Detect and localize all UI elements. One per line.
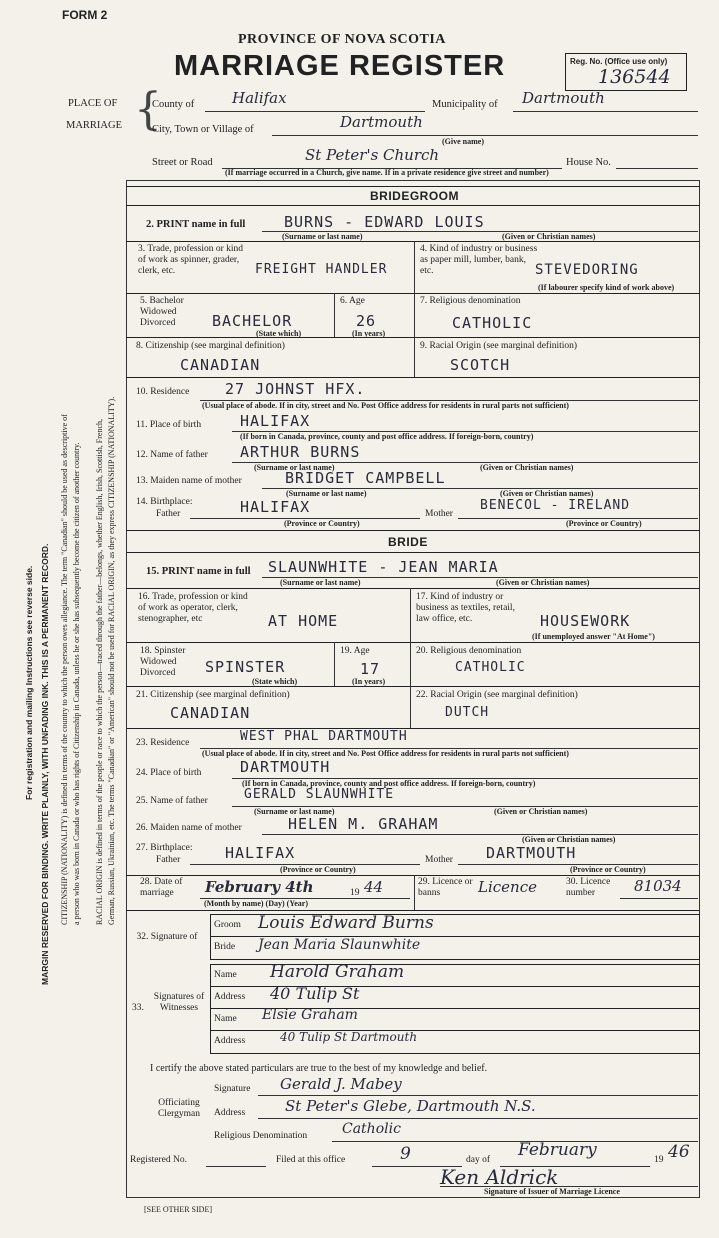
f30-label: 30. Licence number bbox=[566, 877, 611, 898]
groom-residence-caption: (Usual place of abode. If in city, street and No. Post Office address for residents in rural parts not sufficient) bbox=[202, 401, 569, 410]
groom-residence-value: 27 JOHNST HFX. bbox=[225, 380, 366, 398]
groom-citizenship-value: CANADIAN bbox=[180, 356, 261, 374]
bride-signature: Jean Maria Slaunwhite bbox=[258, 937, 421, 953]
reg-no-value: 136544 bbox=[598, 66, 671, 88]
groom-word: Groom bbox=[214, 920, 241, 930]
f13-label: 13. Maiden name of mother bbox=[136, 476, 242, 486]
place-note: (If marriage occurred in a Church, give name. If in a private residence give street and number) bbox=[225, 168, 549, 177]
day-of-label: day of bbox=[466, 1155, 491, 1165]
bride-mother-value: HELEN M. GRAHAM bbox=[288, 815, 439, 833]
issuer-caption: Signature of Issuer of Marriage Licence bbox=[484, 1187, 620, 1196]
bride-religion-value: CATHOLIC bbox=[455, 660, 526, 675]
margin-instructions: For registration and mailing Instructions see reverse side. bbox=[24, 565, 34, 800]
municipality-value: Dartmouth bbox=[522, 89, 605, 107]
margin-racial-1: RACIAL ORIGIN is defined in terms of the people or race to which the person—traced through the father—belongs, whether English, Irish, Scottish, French, bbox=[95, 418, 104, 925]
f28-label: 28. Date of marriage bbox=[140, 877, 183, 898]
groom-origin-value: SCOTCH bbox=[450, 356, 511, 374]
f19-label: 19. Age bbox=[340, 646, 370, 656]
groom-birthplace-value: HALIFAX bbox=[240, 412, 311, 430]
w1-address-word: Address bbox=[214, 992, 246, 1002]
f7-label: 7. Religious denomination bbox=[420, 296, 521, 306]
groom-name-value: BURNS - EDWARD LOUIS bbox=[284, 213, 485, 231]
groom-mother-value: BRIDGET CAMPBELL bbox=[285, 469, 446, 487]
reg-no-label: Reg. No. (Office use only) bbox=[570, 57, 668, 66]
f27-mother-word: Mother bbox=[425, 855, 453, 865]
f22-label: 22. Racial Origin (see marginal definition) bbox=[416, 690, 578, 700]
f11-label: 11. Place of birth bbox=[136, 420, 202, 430]
bride-given-caption: (Given or Christian names) bbox=[496, 578, 590, 587]
f27-label: 27. Birthplace: bbox=[136, 843, 193, 853]
registered-no-label: Registered No. bbox=[130, 1155, 187, 1165]
marriage-date-caption: (Month by name) (Day) (Year) bbox=[204, 899, 308, 908]
f10-label: 10. Residence bbox=[136, 387, 190, 397]
f29-label: 29. Licence or banns bbox=[418, 877, 473, 898]
bride-father-surname-caption: (Surname or last name) bbox=[254, 807, 335, 816]
licence-number-value: 81034 bbox=[634, 877, 682, 895]
house-label: House No. bbox=[566, 157, 611, 168]
marriage-label: MARRIAGE bbox=[66, 120, 123, 131]
f21-label: 21. Citizenship (see marginal definition) bbox=[136, 690, 290, 700]
groom-status-value: BACHELOR bbox=[212, 312, 293, 330]
bride-mother-bp-value: DARTMOUTH bbox=[486, 844, 577, 862]
groom-father-bp-value: HALIFAX bbox=[240, 498, 311, 516]
filed-label: Filed at this office bbox=[276, 1155, 346, 1165]
bride-residence-caption: (Usual place of abode. If in city, street and No. Post Office address for residents in rural parts not sufficient) bbox=[202, 749, 569, 758]
clergy-relig-word: Religious Denomination bbox=[214, 1131, 308, 1141]
licence-value: Licence bbox=[478, 878, 537, 896]
groom-mother-bp-value: BENECOL - IRELAND bbox=[480, 498, 631, 513]
county-label: County of bbox=[152, 99, 195, 110]
groom-signature: Louis Edward Burns bbox=[258, 913, 434, 933]
clergy-address-word: Address bbox=[214, 1108, 246, 1118]
f18-label: 18. Spinster Widowed Divorced bbox=[140, 646, 186, 678]
bridegroom-heading: BRIDEGROOM bbox=[370, 189, 459, 203]
groom-birth-caption: (If born in Canada, province, county and post office address. If foreign-born, country) bbox=[240, 432, 534, 441]
bride-age-value: 17 bbox=[360, 660, 381, 678]
f17-caption: (If unemployed answer "At Home") bbox=[532, 632, 655, 641]
clergy-religion: Catholic bbox=[342, 1121, 401, 1137]
city-label: City, Town or Village of bbox=[152, 124, 254, 135]
bride-citizenship-value: CANADIAN bbox=[170, 704, 251, 722]
filed-year-prefix: 19 bbox=[654, 1155, 664, 1165]
groom-mother-prov-caption: (Province or Country) bbox=[566, 519, 642, 528]
f17-label: 17. Kind of industry or business as textiles, retail, law office, etc. bbox=[416, 592, 515, 624]
bride-father-bp-value: HALIFAX bbox=[225, 844, 296, 862]
f16-label: 16. Trade, profession or kind of work as operator, clerk, stenographer, etc bbox=[138, 592, 248, 624]
place-brace: { bbox=[134, 84, 162, 135]
bride-father-given-caption: (Given or Christian names) bbox=[494, 807, 588, 816]
groom-mother-given-caption: (Given or Christian names) bbox=[500, 489, 594, 498]
groom-father-prov-caption: (Province or Country) bbox=[284, 519, 360, 528]
groom-age-value: 26 bbox=[356, 312, 377, 330]
groom-surname-caption: (Surname or last name) bbox=[282, 232, 363, 241]
issuer-signature: Ken Aldrick bbox=[440, 1165, 559, 1189]
bride-heading: BRIDE bbox=[388, 535, 428, 549]
f4-caption: (If labourer specify kind of work above) bbox=[538, 283, 675, 292]
w1-address-signature: 40 Tulip St bbox=[270, 984, 360, 1003]
certify-statement: I certify the above stated particulars are true to the best of my knowledge and belief. bbox=[150, 1063, 488, 1074]
w2-address-word: Address bbox=[214, 1036, 246, 1046]
w1-name-word: Name bbox=[214, 970, 237, 980]
place-of-label: PLACE OF bbox=[68, 98, 118, 109]
bride-residence-value: WEST PHAL DARTMOUTH bbox=[240, 729, 408, 744]
bride-origin-value: DUTCH bbox=[445, 705, 490, 720]
province-title: PROVINCE OF NOVA SCOTIA bbox=[238, 32, 446, 47]
f14-father-word: Father bbox=[156, 509, 181, 519]
groom-father-value: ARTHUR BURNS bbox=[240, 443, 361, 461]
f4-label: 4. Kind of industry or business as paper mill, lumber, bank, etc. bbox=[420, 244, 538, 276]
bride-name-value: SLAUNWHITE - JEAN MARIA bbox=[268, 558, 499, 576]
f27-father-word: Father bbox=[156, 855, 181, 865]
f23-label: 23. Residence bbox=[136, 738, 190, 748]
groom-industry-value: STEVEDORING bbox=[535, 262, 639, 278]
groom-father-given-caption: (Given or Christian names) bbox=[480, 463, 574, 472]
w1-name-signature: Harold Graham bbox=[270, 962, 405, 982]
groom-mother-surname-caption: (Surname or last name) bbox=[286, 489, 367, 498]
groom-years-caption: (In years) bbox=[352, 329, 386, 338]
bride-mother-given-caption: (Given or Christian names) bbox=[522, 835, 616, 844]
w2-name-signature: Elsie Graham bbox=[262, 1007, 358, 1023]
give-name-caption: (Give name) bbox=[442, 137, 484, 146]
f25-label: 25. Name of father bbox=[136, 796, 208, 806]
f24-label: 24. Place of birth bbox=[136, 768, 202, 778]
groom-given-caption: (Given or Christian names) bbox=[502, 232, 596, 241]
bride-years-caption: (In years) bbox=[352, 677, 386, 686]
bride-father-value: GERALD SLAUNWHITE bbox=[244, 787, 395, 802]
f33-label: Signatures of Witnesses bbox=[153, 992, 205, 1013]
filed-year-value: 46 bbox=[668, 1142, 690, 1162]
f26-label: 26. Maiden name of mother bbox=[136, 823, 242, 833]
margin-racial-2: German, Russian, Ukrainian, etc. The terms "Canadian" or "American" should not be used for RACIAL ORIGIN, as they express CITIZENSHIP (NATIONALITY). bbox=[107, 396, 116, 925]
f14-label: 14. Birthplace: bbox=[136, 497, 193, 507]
page-title: MARRIAGE REGISTER bbox=[174, 50, 506, 82]
filed-day-value: 9 bbox=[400, 1144, 411, 1164]
officiating-label: Officiating Clergyman bbox=[157, 1098, 201, 1119]
form-number: FORM 2 bbox=[62, 8, 108, 22]
see-other-side: [SEE OTHER SIDE] bbox=[144, 1205, 212, 1214]
marriage-year-value: 44 bbox=[364, 878, 384, 896]
bride-status-value: SPINSTER bbox=[205, 658, 286, 676]
bride-birth-caption: (If born in Canada, province, county and post office address. If foreign-born, country) bbox=[242, 779, 536, 788]
w2-name-word: Name bbox=[214, 1014, 237, 1024]
bride-father-prov-caption: (Province or Country) bbox=[280, 865, 356, 874]
f6-label: 6. Age bbox=[340, 296, 365, 306]
county-value: Halifax bbox=[232, 89, 287, 107]
f33-number: 33. bbox=[132, 1003, 144, 1013]
city-value: Dartmouth bbox=[340, 113, 423, 131]
f9-label: 9. Racial Origin (see marginal definition) bbox=[420, 341, 578, 351]
f20-label: 20. Religious denomination bbox=[416, 646, 522, 656]
street-label: Street or Road bbox=[152, 157, 213, 168]
bride-mother-prov-caption: (Province or Country) bbox=[570, 865, 646, 874]
margin-citizenship-2: a person who was born in Canada or who has rights of Citizenship in Canada, unless he or she has subsequently become the citizen of another country. bbox=[72, 442, 81, 925]
bride-state-caption: (State which) bbox=[252, 677, 298, 686]
marriage-date-value: February 4th bbox=[205, 878, 314, 896]
clergy-signature: Gerald J. Mabey bbox=[280, 1075, 402, 1093]
margin-citizenship-1: CITIZENSHIP (NATIONALITY) is defined in terms of the country to which the person owes allegiance. The term "Canadian" should be used as descriptive of bbox=[60, 414, 69, 925]
groom-father-surname-caption: (Surname or last name) bbox=[254, 463, 335, 472]
bride-surname-caption: (Surname or last name) bbox=[280, 578, 361, 587]
groom-trade-value: FREIGHT HANDLER bbox=[255, 262, 388, 277]
bride-industry-value: HOUSEWORK bbox=[540, 612, 631, 630]
f12-label: 12. Name of father bbox=[136, 450, 208, 460]
w2-address-signature: 40 Tulip St Dartmouth bbox=[280, 1030, 418, 1044]
bride-trade-value: AT HOME bbox=[268, 612, 339, 630]
groom-state-caption: (State which) bbox=[256, 329, 302, 338]
f15-label: 15. PRINT name in full bbox=[146, 566, 251, 577]
f3-label: 3. Trade, profession or kind of work as spinner, grader, clerk, etc. bbox=[138, 244, 244, 276]
street-value: St Peter's Church bbox=[305, 146, 440, 164]
clergy-sig-word: Signature bbox=[214, 1084, 251, 1094]
marriage-year-prefix: 19 bbox=[350, 888, 360, 898]
margin-binding-note: MARGIN RESERVED FOR BINDING. WRITE PLAINLY, WITH UNFADING INK. THIS IS A PERMANENT RECORD. bbox=[40, 543, 50, 985]
f5-label: 5. Bachelor Widowed Divorced bbox=[140, 296, 184, 328]
f32-label: 32. Signature of bbox=[136, 932, 198, 942]
bride-word: Bride bbox=[214, 942, 236, 952]
f14-mother-word: Mother bbox=[425, 509, 453, 519]
municipality-label: Municipality of bbox=[432, 99, 498, 110]
bride-birthplace-value: DARTMOUTH bbox=[240, 758, 331, 776]
clergy-address: St Peter's Glebe, Dartmouth N.S. bbox=[285, 1097, 536, 1115]
f8-label: 8. Citizenship (see marginal definition) bbox=[136, 341, 285, 351]
groom-religion-value: CATHOLIC bbox=[452, 314, 533, 332]
filed-month-value: February bbox=[518, 1140, 597, 1160]
f2-label: 2. PRINT name in full bbox=[146, 219, 246, 230]
